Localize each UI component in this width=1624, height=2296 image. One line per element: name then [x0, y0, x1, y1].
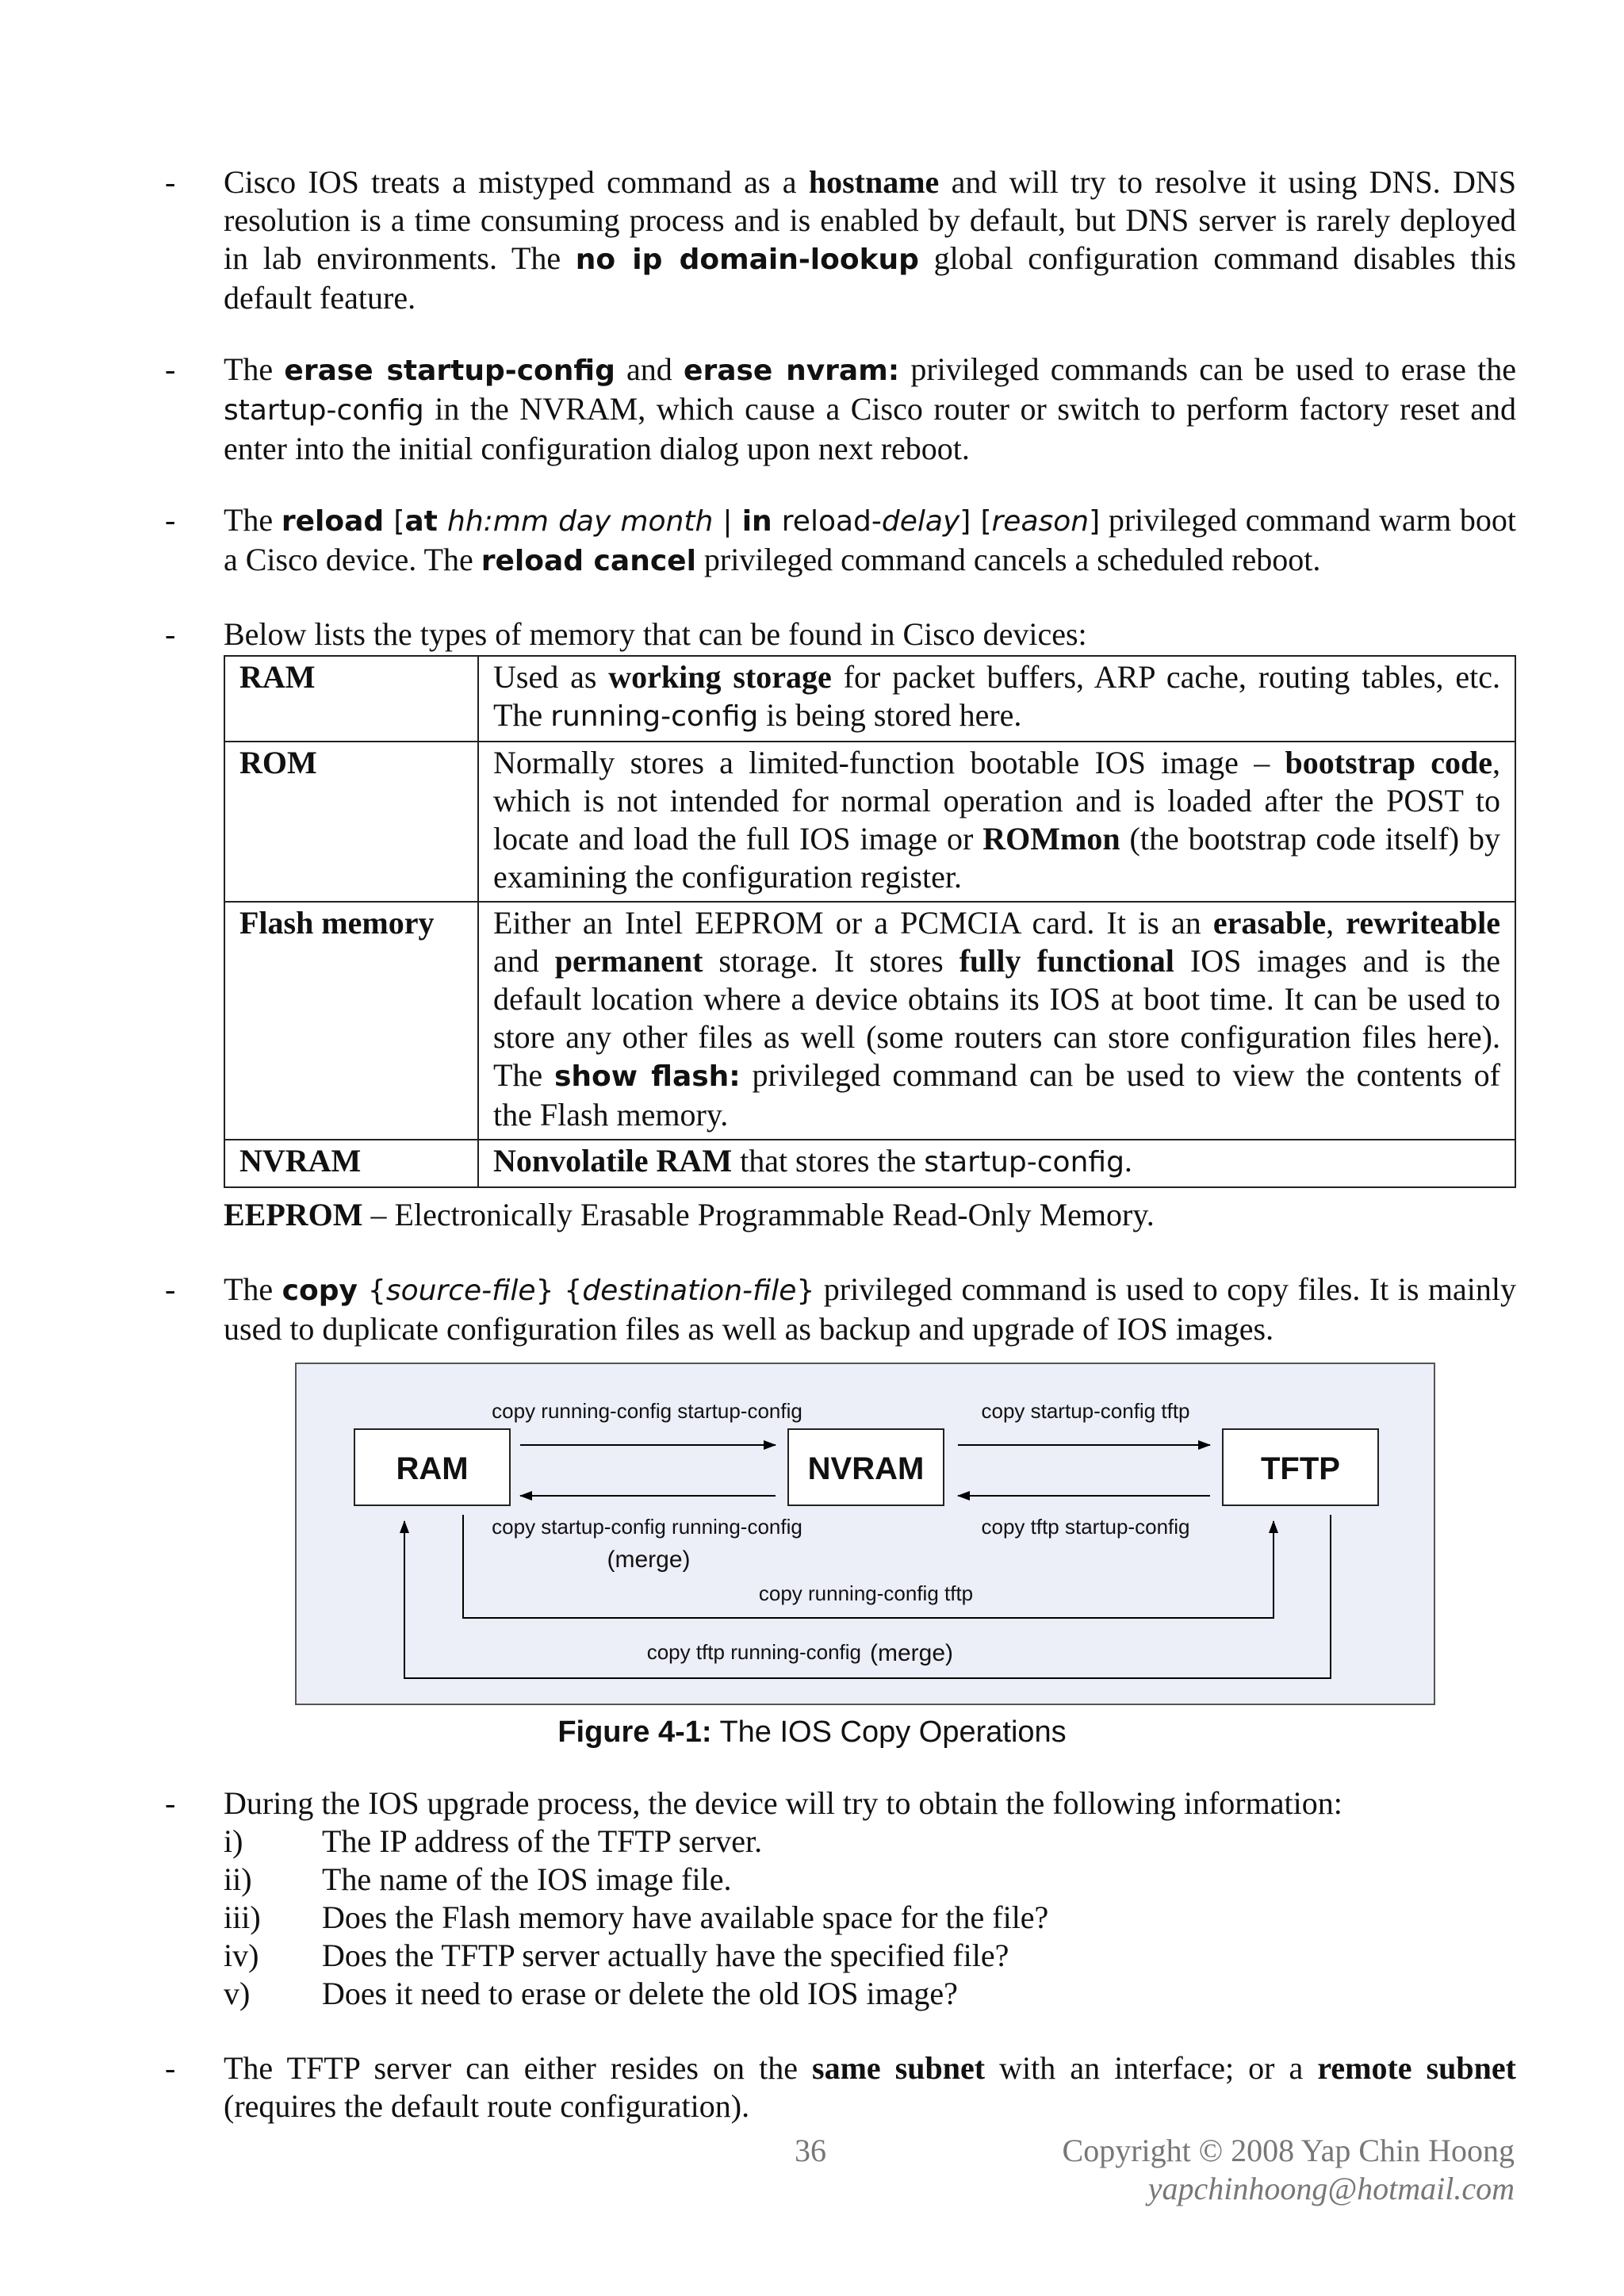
bullet-tftp-server: [165, 2049, 1516, 2125]
table-row-ram: [224, 656, 1515, 742]
list-item: ii) The name of the IOS image file.: [224, 1861, 732, 1897]
ios-copy-diagram: [295, 1363, 1435, 1705]
bullet-dash: -: [165, 502, 176, 538]
bullet-dash: -: [165, 1785, 176, 1821]
memory-intro-text: Below lists the types of memory that can be found in Cisco devices:: [224, 616, 1087, 652]
table-cell-description: Nonvolatile RAM that stores the startup-config.: [478, 1140, 1515, 1187]
table-row-rom: [224, 742, 1515, 902]
label-tftp-to-start: copy tftp startup-config: [981, 1515, 1190, 1539]
bullet-erase: [165, 351, 1517, 468]
list-item: i) The IP address of the TFTP server.: [224, 1823, 763, 1859]
table-row-nvram: [224, 1140, 1515, 1187]
label-run-to-tftp: copy running-config tftp: [758, 1581, 974, 1605]
upgrade-intro-text: During the IOS upgrade process, the device will try to obtain the following information:: [224, 1785, 1342, 1821]
label-merge-2: (merge): [870, 1640, 954, 1666]
bullet-reload-text: The reload [at hh:mm day month | in reload-delay] [reason] privileged command warm boot a Cisco device. The reload cancel privileged command cancels a scheduled reboot.: [224, 502, 1517, 577]
diagram-canvas: [297, 1364, 1437, 1707]
table-row-flash: [224, 902, 1515, 1140]
table-cell-description: Used as working storage for packet buffers, ARP cache, routing tables, etc. The running-config is being stored here.: [478, 656, 1515, 742]
bullet-dash: -: [165, 164, 176, 200]
bullet-upgrade-intro: [165, 1784, 1516, 1823]
bullet-copy: [165, 1271, 1516, 1348]
list-item: iv) Does the TFTP server actually have the specified file?: [224, 1938, 1009, 1973]
page-number: 36: [795, 2133, 826, 2168]
copyright-notice: Copyright © 2008 Yap Chin Hoong: [1062, 2133, 1515, 2168]
bullet-dash: -: [165, 616, 176, 652]
nvram-box-label: NVRAM: [807, 1451, 925, 1486]
figure-caption: Figure 4-1: The IOS Copy Operations: [557, 1715, 1067, 1749]
bullet-erase-text: The erase startup-config and erase nvram: privileged commands can be used to erase the startup-config in the NVRAM, which cause a Cisco router or switch to perform factory reset and enter into the initial configuration dialog upon next reboot.: [224, 351, 1517, 466]
memory-types-table: [224, 655, 1516, 1188]
table-cell-name: NVRAM: [224, 1140, 478, 1187]
table-cell-name: ROM: [224, 742, 478, 902]
bullet-copy-text: The copy {source-file} {destination-file} privileged command is used to copy files. It is mainly used to duplicate configuration files as well as backup and upgrade of IOS images.: [224, 1271, 1516, 1347]
bullet-dash: -: [165, 351, 176, 387]
bullet-reload: [165, 501, 1517, 581]
eeprom-note: EEPROM – Electronically Erasable Programmable Read-Only Memory.: [224, 1197, 1155, 1232]
ram-box-label: RAM: [396, 1451, 469, 1486]
list-item: iii) Does the Flash memory have available space for the file?: [224, 1899, 1049, 1935]
bullet-dns-text: Cisco IOS treats a mistyped command as a hostname and will try to resolve it using DNS. DNS resolution is a time consuming process and is enabled by default, but DNS server is rarely deployed in lab environments. The no ip domain-lookup global configuration command disables this default feature.: [224, 164, 1516, 316]
label-tftp-to-run: copy tftp running-config: [646, 1640, 861, 1664]
label-start-to-run: copy startup-config running-config: [492, 1515, 802, 1539]
author-email: yapchinhoong@hotmail.com: [1147, 2171, 1515, 2206]
upgrade-info-list: [224, 1823, 1492, 2013]
tftp-box-label: TFTP: [1261, 1451, 1340, 1486]
bullet-dns: [165, 163, 1516, 317]
label-merge-1: (merge): [607, 1547, 691, 1573]
bullet-dash: -: [165, 2050, 176, 2086]
bullet-tftp-text: The TFTP server can either resides on the same subnet with an interface; or a remote subnet (requires the default route configuration).: [224, 2050, 1516, 2124]
bullet-memory-intro: [165, 615, 1516, 654]
table-cell-description: Either an Intel EEPROM or a PCMCIA card. It is an erasable, rewriteable and permanent storage. It stores fully functional IOS images and is the default location where a device obtains its IOS at boot time. It can be used to store any other files as well (some routers can store configuration files here). The show flash: privileged command can be used to view the contents of the Flash memory.: [478, 902, 1515, 1140]
table-cell-description: Normally stores a limited-function bootable IOS image – bootstrap code, which is not intended for normal operation and is loaded after the POST to locate and load the full IOS image or ROMmon (the bootstrap code itself) by examining the configuration register.: [478, 742, 1515, 902]
label-start-to-tftp: copy startup-config tftp: [981, 1399, 1190, 1423]
table-cell-name: RAM: [224, 656, 478, 742]
list-item: v) Does it need to erase or delete the old IOS image?: [224, 1976, 958, 2011]
bullet-dash: -: [165, 1271, 176, 1307]
table-cell-name: Flash memory: [224, 902, 478, 1140]
label-run-to-start: copy running-config startup-config: [492, 1399, 802, 1423]
